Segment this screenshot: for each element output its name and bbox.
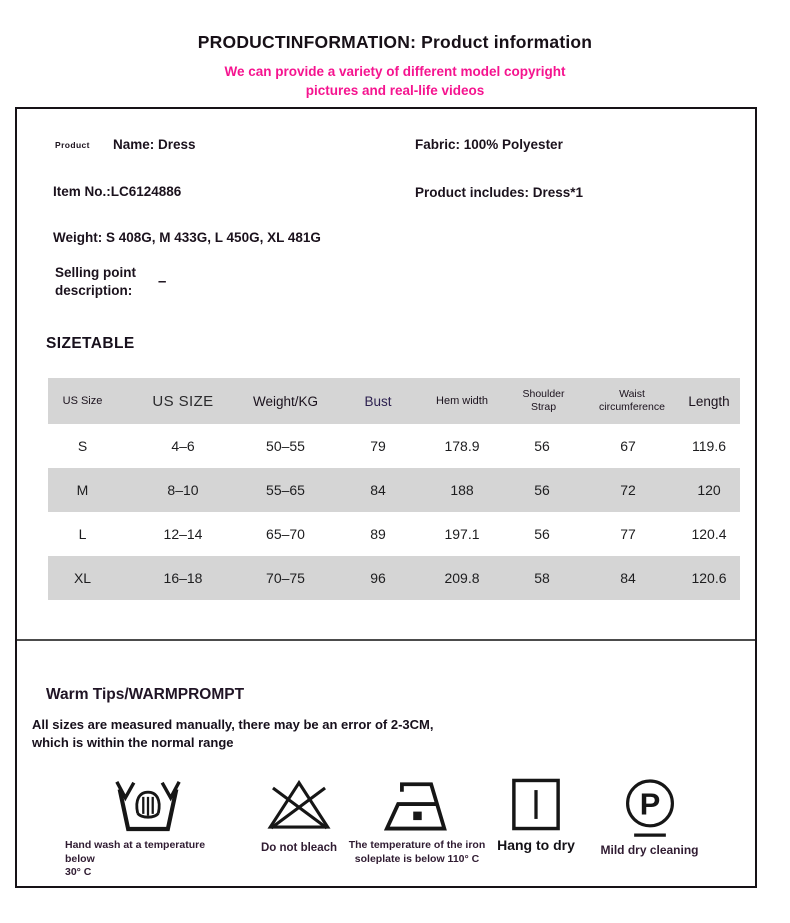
col-header-weight-kg: Weight/KG (252, 393, 319, 409)
size-cell: 16–18 (163, 570, 203, 586)
col-header-waist-circumference: Waist circumference (599, 388, 665, 413)
size-cell: 4–6 (171, 438, 195, 454)
size-cell: 50–55 (266, 438, 305, 454)
section-divider (17, 639, 755, 641)
size-cell: M (76, 482, 89, 498)
col-header-us-size-2: US SIZE (152, 392, 214, 410)
care-item-iron-low-temp (347, 773, 487, 866)
size-cell: 178.9 (444, 438, 480, 454)
size-cell: 120 (697, 482, 721, 498)
care-item-hang-to-dry (482, 773, 590, 853)
product-info-box (15, 107, 757, 888)
selling-point-label-line2: description: (55, 283, 133, 298)
warm-tips-line2: which is within the normal range (32, 734, 234, 750)
iron-low-temp-icon (347, 773, 487, 839)
col-header-bust: Bust (364, 393, 392, 409)
size-table (48, 378, 740, 600)
hang-to-dry-icon (482, 773, 590, 839)
warm-tips-line1: All sizes are measured manually, there may be an error of 2-3CM, (32, 717, 434, 732)
product-includes: Product includes: Dress*1 (415, 185, 584, 200)
col-header-length: Length (688, 393, 730, 409)
size-cell: 188 (450, 482, 474, 498)
size-cell: 84 (370, 482, 386, 498)
size-table-row-l (48, 512, 740, 556)
size-cell: 77 (620, 526, 636, 542)
size-table-row-m (48, 468, 740, 512)
care-label-iron (347, 839, 487, 866)
size-cell: 70–75 (266, 570, 305, 586)
size-cell: 8–10 (167, 482, 199, 498)
care-label-line: Mild dry cleaning (600, 843, 699, 857)
col-header-shoulder-strap: Shoulder Strap (522, 388, 565, 413)
size-cell: 56 (534, 526, 550, 542)
selling-point-label (55, 264, 136, 300)
page-subtitle-line2: pictures and real-life videos (305, 82, 485, 98)
product-name: Name: Dress (113, 137, 196, 152)
size-cell: 55–65 (266, 482, 305, 498)
size-cell: 120.4 (691, 526, 727, 542)
size-cell: S (77, 438, 88, 454)
care-label-line: The temperature of the iron (348, 839, 486, 851)
selling-point-label-line1: Selling point (55, 265, 136, 280)
size-table-heading: SIZETABLE (46, 335, 135, 352)
care-label-line: Hang to dry (497, 837, 575, 853)
care-label-do-not-bleach (239, 839, 359, 856)
care-item-hand-wash (65, 773, 230, 880)
size-cell: 56 (534, 438, 550, 454)
care-label-line: Hand wash at a temperature below (65, 839, 206, 865)
size-cell: 67 (620, 438, 636, 454)
size-table-header-row (48, 378, 740, 424)
do-not-bleach-icon (239, 773, 359, 839)
care-item-do-not-bleach (239, 773, 359, 856)
size-cell: 58 (534, 570, 550, 586)
size-cell: 12–14 (163, 526, 203, 542)
size-table-row-s (48, 424, 740, 468)
col-header-us-size: US Size (62, 395, 103, 407)
size-cell: 79 (370, 438, 386, 454)
size-cell: L (78, 526, 87, 542)
size-cell: XL (73, 570, 92, 586)
size-cell: 120.6 (691, 570, 727, 586)
svg-text:P: P (639, 786, 660, 822)
size-cell: 197.1 (444, 526, 480, 542)
page-subtitle-line1: We can provide a variety of different model copyright (224, 64, 566, 79)
care-label-hang-to-dry (482, 839, 590, 853)
care-instructions-row (17, 773, 755, 885)
size-cell: 84 (620, 570, 636, 586)
mild-dry-cleaning-icon (587, 773, 712, 841)
product-mini-label: Product (55, 140, 90, 150)
care-label-line: soleplate is below 110° C (354, 852, 480, 865)
page-subtitle (0, 63, 790, 100)
hand-wash-icon (65, 773, 230, 839)
size-cell: 96 (370, 570, 386, 586)
care-label-hand-wash (65, 839, 230, 880)
care-item-mild-dry-cleaning (587, 773, 712, 858)
care-label-line: 30° C (65, 866, 92, 878)
product-fabric: Fabric: 100% Polyester (415, 137, 563, 152)
size-cell: 209.8 (444, 570, 480, 586)
size-cell: 56 (534, 482, 550, 498)
warm-tips-heading: Warm Tips/WARMPROMPT (46, 686, 245, 703)
product-weight: Weight: S 408G, M 433G, L 450G, XL 481G (53, 230, 321, 245)
product-item-no: Item No.:LC6124886 (53, 184, 182, 199)
care-label-mild-dry-cleaning (587, 841, 712, 858)
selling-point-value: – (158, 273, 167, 290)
col-header-hem-width: Hem width (436, 395, 488, 407)
size-cell: 89 (370, 526, 386, 542)
page-title: PRODUCTINFORMATION: Product information (197, 32, 593, 52)
size-cell: 65–70 (266, 526, 305, 542)
size-cell: 72 (620, 482, 636, 498)
size-cell: 119.6 (692, 438, 726, 454)
warm-tips-text (32, 716, 433, 751)
size-table-row-xl (48, 556, 740, 600)
care-label-line: Do not bleach (260, 842, 338, 854)
